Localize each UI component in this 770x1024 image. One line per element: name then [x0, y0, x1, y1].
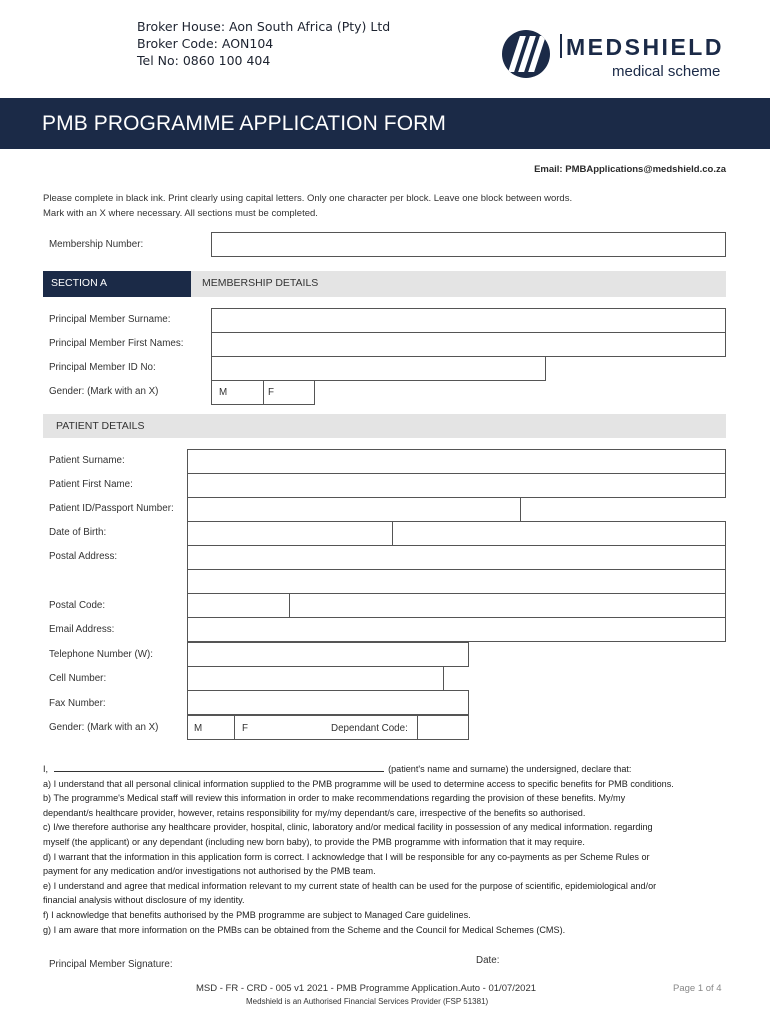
postal-address-field-1[interactable]	[187, 545, 726, 570]
instructions-line-1: Please complete in black ink. Print clearly using capital letters. Only one character per block. Leave one block between words.	[43, 193, 573, 204]
declaration-intro-prefix: I,	[43, 764, 49, 774]
page-title: PMB PROGRAMME APPLICATION FORM	[42, 112, 446, 135]
logo-subtitle: medical scheme	[612, 63, 721, 80]
email-address-label: Email Address:	[49, 624, 115, 635]
principal-id-field[interactable]	[211, 356, 546, 381]
email-address-field[interactable]	[187, 617, 726, 642]
section-a-title: MEMBERSHIP DETAILS	[202, 277, 319, 289]
declaration-line: c) I/we therefore authorise any healthcare provider, hospital, clinic, laboratory and/or medical facility in possession of any medical information. regarding	[43, 822, 653, 833]
patient-dob-field[interactable]	[187, 521, 393, 546]
declaration-line: b) The programme's Medical staff will review this information in order to make recommendations regarding the provision of these benefits. My/my	[43, 793, 626, 804]
dependant-code-field[interactable]	[417, 715, 469, 740]
postal-address-label: Postal Address:	[49, 551, 118, 562]
dependant-code-label: Dependant Code:	[331, 723, 408, 734]
declaration-line: payment for any medication and/or investigations not authorised by the PMB team.	[43, 866, 376, 877]
declaration-line: e) I understand and agree that medical information relevant to my current state of health can be used for the purpose of scientific, epidemiological and/or	[43, 880, 657, 891]
principal-gender-m-box[interactable]	[211, 380, 264, 405]
declaration-line: d) I warrant that the information in this application form is correct. I acknowledge that I will be responsible for any co-payments as per Scheme Rules or	[43, 851, 650, 862]
patient-first-name-label: Patient First Name:	[49, 479, 133, 490]
date-label: Date:	[476, 955, 500, 966]
signature-label: Principal Member Signature:	[49, 959, 173, 970]
declaration-line: financial analysis without disclosure of my identity.	[43, 895, 245, 906]
declaration-line: f) I acknowledge that benefits authorised by the PMB programme are subject to Managed Care guidelines.	[43, 909, 471, 920]
patient-name-line[interactable]	[54, 763, 384, 772]
cell-number-label: Cell Number:	[49, 673, 107, 684]
footer-form-code: MSD - FR - CRD - 005 v1 2021 - PMB Programme Application.Auto - 01/07/2021	[196, 983, 537, 994]
declaration-line: myself (the applicant) or any dependant (including new born baby), to provide the PMB programme with information that it may require.	[43, 836, 585, 847]
telephone-w-field[interactable]	[187, 642, 469, 667]
footer-page-number: Page 1 of 4	[673, 983, 722, 994]
section-a-label: SECTION A	[51, 277, 108, 289]
section-a-header	[191, 271, 726, 297]
principal-first-names-label: Principal Member First Names:	[49, 338, 184, 349]
declaration	[43, 762, 733, 937]
principal-surname-label: Principal Member Surname:	[49, 314, 171, 325]
medshield-logo	[500, 28, 750, 82]
membership-number-field[interactable]	[211, 232, 726, 257]
broker-code: Broker Code: AON104	[137, 36, 274, 51]
membership-number-label: Membership Number:	[49, 239, 144, 250]
cell-number-field[interactable]	[187, 666, 444, 691]
patient-details-title: PATIENT DETAILS	[56, 420, 145, 432]
principal-gender-f-box[interactable]	[263, 380, 315, 405]
postal-code-label: Postal Code:	[49, 600, 106, 611]
principal-surname-field[interactable]	[211, 308, 726, 333]
patient-id-field[interactable]	[187, 497, 521, 522]
principal-first-names-field[interactable]	[211, 332, 726, 357]
broker-house: Broker House: Aon South Africa (Pty) Ltd	[137, 19, 391, 34]
patient-gender-f-label: F	[242, 723, 248, 734]
principal-gender-label: Gender: (Mark with an X)	[49, 386, 159, 397]
patient-dob-extra-field[interactable]	[392, 521, 726, 546]
fax-number-label: Fax Number:	[49, 698, 106, 709]
principal-gender-m-label: M	[219, 387, 228, 398]
postal-code-extra-field[interactable]	[289, 593, 726, 618]
broker-tel: Tel No: 0860 100 404	[137, 53, 271, 68]
declaration-line: dependant/s healthcare provider, however, retains responsibility for my/my dependant/s care, irrespective of the benefits so authorised.	[43, 807, 586, 818]
logo-name: MEDSHIELD	[566, 34, 724, 60]
postal-code-field[interactable]	[187, 593, 290, 618]
patient-gender-m-label: M	[194, 723, 203, 734]
declaration-intro-suffix: (patient's name and surname) the undersigned, declare that:	[388, 764, 632, 774]
contact-email: Email: PMBApplications@medshield.co.za	[534, 164, 726, 175]
principal-id-label: Principal Member ID No:	[49, 362, 156, 373]
declaration-line: g) I am aware that more information on the PMBs can be obtained from the Scheme and the Council for Medical Schemes (CMS).	[43, 924, 566, 935]
footer-fsp: Medshield is an Authorised Financial Services Provider (FSP 51381)	[246, 997, 489, 1006]
principal-gender-f-label: F	[268, 387, 274, 398]
patient-surname-label: Patient Surname:	[49, 455, 125, 466]
fax-number-field[interactable]	[187, 690, 469, 715]
broker-info	[137, 18, 390, 69]
telephone-w-label: Telephone Number (W):	[49, 649, 153, 660]
instructions-line-2: Mark with an X where necessary. All sections must be completed.	[43, 208, 318, 219]
patient-surname-field[interactable]	[187, 449, 726, 474]
medshield-logo-icon	[502, 30, 550, 78]
declaration-intro	[43, 762, 733, 777]
title-banner	[0, 98, 770, 149]
section-a-tab	[43, 271, 191, 297]
patient-dob-label: Date of Birth:	[49, 527, 107, 538]
patient-details-header	[43, 414, 726, 438]
patient-gender-label: Gender: (Mark with an X)	[49, 722, 159, 733]
patient-first-name-field[interactable]	[187, 473, 726, 498]
patient-gender-m-box[interactable]	[187, 715, 235, 740]
logo-divider	[560, 34, 562, 58]
instructions	[43, 191, 572, 221]
patient-id-label: Patient ID/Passport Number:	[49, 503, 174, 514]
declaration-line: a) I understand that all personal clinical information supplied to the PMB programme will be used to determine access to specific benefits for PMB conditions.	[43, 778, 674, 789]
postal-address-field-2[interactable]	[187, 569, 726, 594]
